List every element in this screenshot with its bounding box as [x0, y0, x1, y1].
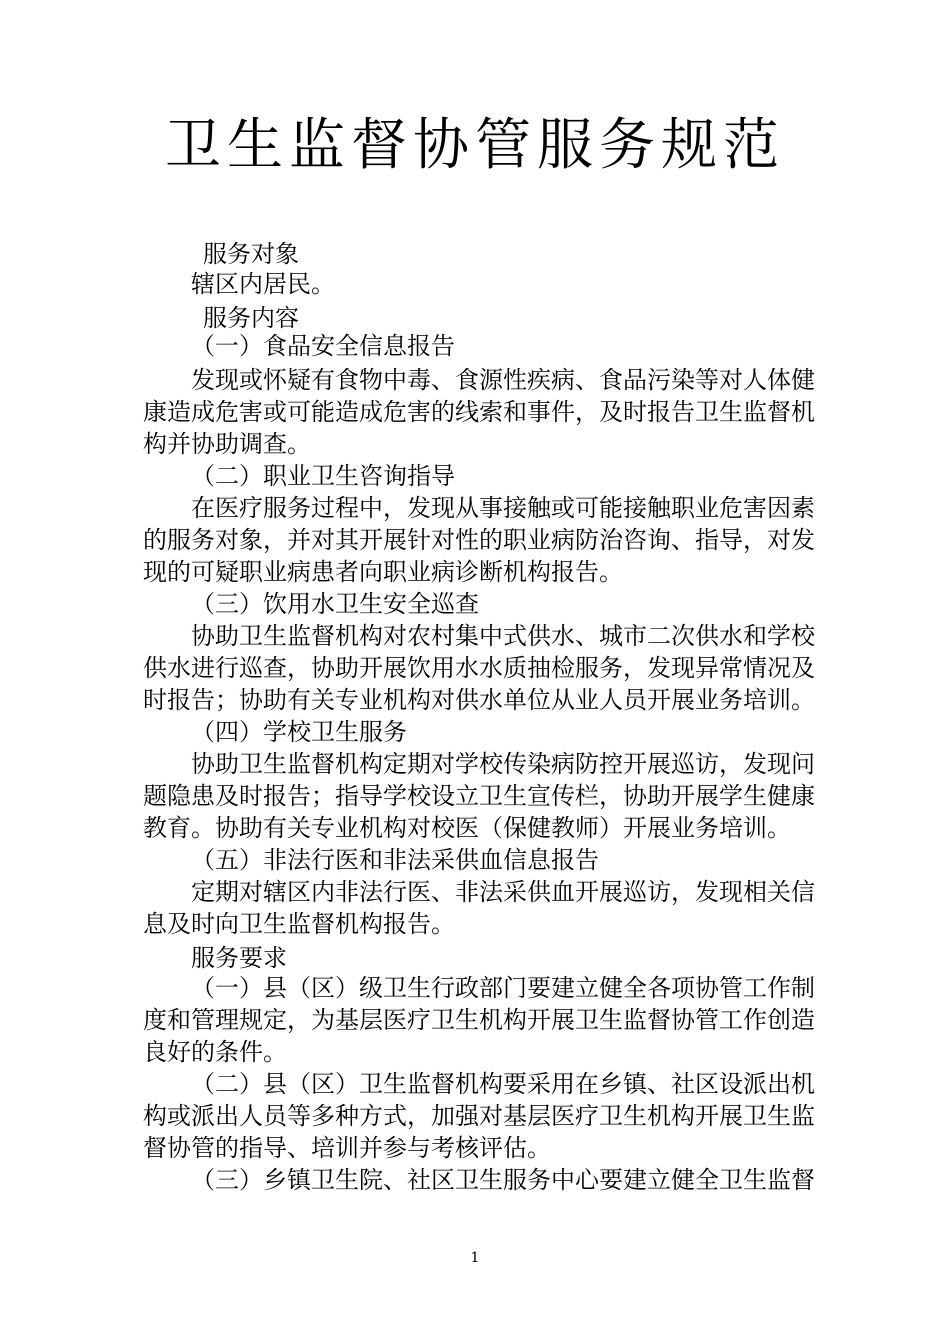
paragraph-line: 协助卫生监督机构对农村集中式供水、城市二次供水和学校: [191, 622, 815, 650]
paragraph-line: （三）乡镇卫生院、社区卫生服务中心要建立健全卫生监督: [191, 1166, 815, 1194]
subsection-heading: （五）非法行医和非法采供血信息报告: [191, 846, 599, 874]
paragraph-line: 发现或怀疑有食物中毒、食源性疾病、食品污染等对人体健: [191, 366, 815, 394]
paragraph-line: 辖区内居民。: [191, 270, 335, 298]
paragraph-line: 时报告；协助有关专业机构对供水单位从业人员开展业务培训。: [143, 686, 815, 714]
section-heading: 服务内容: [203, 304, 299, 332]
paragraph-line: （一）县（区）级卫生行政部门要建立健全各项协管工作制: [191, 974, 815, 1002]
paragraph-line: 定期对辖区内非法行医、非法采供血开展巡访，发现相关信: [191, 878, 815, 906]
paragraph-line: 现的可疑职业病患者向职业病诊断机构报告。: [143, 558, 623, 586]
subsection-heading: （三）饮用水卫生安全巡查: [191, 590, 479, 618]
page-number: 1: [470, 1250, 480, 1266]
paragraph-line: 题隐患及时报告；指导学校设立卫生宣传栏，协助开展学生健康: [143, 782, 815, 810]
paragraph-line: 的服务对象，并对其开展针对性的职业病防治咨询、指导，对发: [143, 526, 815, 554]
section-heading: 服务对象: [203, 240, 299, 268]
subsection-heading: （四）学校卫生服务: [191, 718, 407, 746]
paragraph-line: 督协管的指导、培训并参与考核评估。: [143, 1134, 551, 1162]
paragraph-line: 在医疗服务过程中，发现从事接触或可能接触职业危害因素: [191, 494, 815, 522]
paragraph-line: （二）县（区）卫生监督机构要采用在乡镇、社区设派出机: [191, 1070, 815, 1098]
paragraph-line: 构并协助调查。: [143, 430, 311, 458]
paragraph-line: 度和管理规定，为基层医疗卫生机构开展卫生监督协管工作创造: [143, 1006, 815, 1034]
subsection-heading: （一）食品安全信息报告: [191, 332, 455, 360]
paragraph-line: 息及时向卫生监督机构报告。: [143, 910, 455, 938]
subsection-heading: （二）职业卫生咨询指导: [191, 462, 455, 490]
paragraph-line: 协助卫生监督机构定期对学校传染病防控开展巡访，发现问: [191, 750, 815, 778]
section-heading: 服务要求: [191, 944, 287, 972]
paragraph-line: 康造成危害或可能造成危害的线索和事件，及时报告卫生监督机: [143, 398, 815, 426]
document-title: 卫生监督协管服务规范: [165, 113, 785, 178]
paragraph-line: 构或派出人员等多种方式，加强对基层医疗卫生机构开展卫生监: [143, 1102, 815, 1130]
paragraph-line: 教育。协助有关专业机构对校医（保健教师）开展业务培训。: [143, 814, 791, 842]
paragraph-line: 良好的条件。: [143, 1038, 287, 1066]
paragraph-line: 供水进行巡查，协助开展饮用水水质抽检服务，发现异常情况及: [143, 654, 815, 682]
